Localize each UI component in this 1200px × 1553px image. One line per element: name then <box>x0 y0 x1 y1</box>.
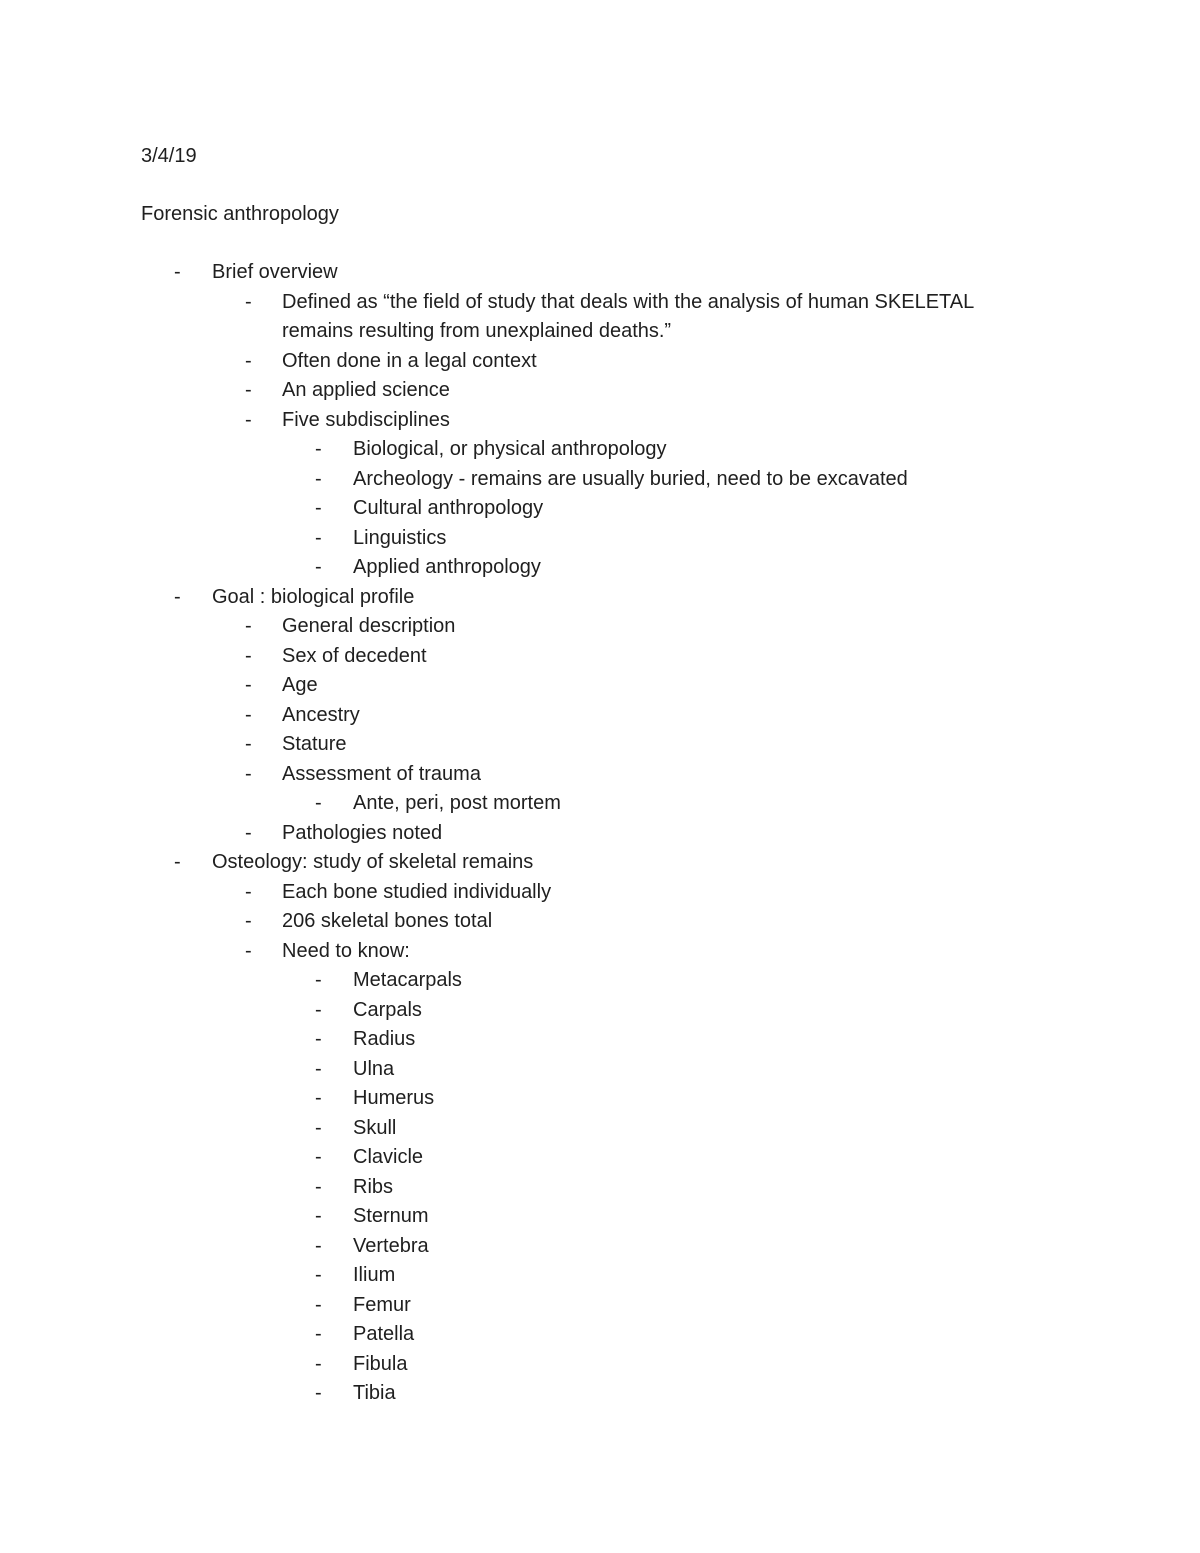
bullet-dash: - <box>315 1205 322 1227</box>
outline-item-level-1 <box>0 406 1200 436</box>
outline-item-text: Each bone studied individually <box>282 880 552 903</box>
bullet-dash: - <box>315 556 322 578</box>
outline-item-text: Fibula <box>353 1352 408 1375</box>
outline-item-text: Humerus <box>353 1087 435 1109</box>
outline-item-level-2 <box>0 1114 1200 1144</box>
outline-item-level-1 <box>0 671 1200 701</box>
outline-item-text: Ante, peri, post mortem <box>353 792 561 814</box>
bullet-dash: - <box>245 644 252 667</box>
outline-item-text: Five subdisciplines <box>282 408 450 431</box>
note-title: Forensic anthropology <box>141 203 339 225</box>
outline-item-text: An applied science <box>282 379 450 401</box>
outline-item-level-1 <box>0 730 1200 760</box>
bullet-dash: - <box>315 1057 322 1080</box>
bullet-dash: - <box>315 1234 322 1257</box>
outline-item-text: Sex of decedent <box>282 644 427 667</box>
outline-item-text: Tibia <box>353 1382 396 1404</box>
outline-item-text: Patella <box>353 1323 415 1345</box>
bullet-dash: - <box>315 467 322 490</box>
bullet-dash: - <box>315 1323 322 1345</box>
outline-item-text: Radius <box>353 1028 416 1050</box>
outline-item-level-1 <box>0 701 1200 731</box>
outline-item-level-1 <box>0 760 1200 790</box>
outline-item-level-2 <box>0 1320 1200 1350</box>
bullet-dash: - <box>315 497 322 519</box>
outline-item-level-1 <box>0 642 1200 672</box>
bullet-dash: - <box>315 1116 322 1139</box>
outline-item-level-2 <box>0 1291 1200 1321</box>
bullet-dash: - <box>245 821 252 844</box>
bullet-dash: - <box>315 1352 322 1375</box>
outline-item-text: Osteology: study of skeletal remains <box>212 851 534 873</box>
outline-item-text: Femur <box>353 1293 411 1316</box>
outline-item-level-2 <box>0 524 1200 554</box>
bullet-dash: - <box>245 880 252 903</box>
bullet-dash: - <box>245 703 252 726</box>
outline-item-level-1 <box>0 937 1200 967</box>
outline-item-level-1 <box>0 907 1200 937</box>
bullet-dash: - <box>315 1028 322 1050</box>
bullet-dash: - <box>245 349 252 372</box>
outline-item-text: Clavicle <box>353 1146 424 1168</box>
outline-item-level-0 <box>0 258 1200 288</box>
outline-item-level-2 <box>0 1173 1200 1203</box>
bullet-dash: - <box>245 290 252 313</box>
outline-item-level-2 <box>0 1261 1200 1291</box>
outline-item-text: 206 skeletal bones total <box>282 910 493 932</box>
bullet-dash: - <box>174 585 181 608</box>
outline-item-text: Brief overview <box>212 261 338 283</box>
outline-item-text: Pathologies noted <box>282 821 443 844</box>
outline-item-level-2 <box>0 1202 1200 1232</box>
outline-item-text: Metacarpals <box>353 969 462 991</box>
outline-item-level-2 <box>0 1350 1200 1380</box>
outline-item-level-2 <box>0 1055 1200 1085</box>
outline-item-text: Often done in a legal context <box>282 349 537 372</box>
bullet-dash: - <box>245 762 252 785</box>
bullet-dash: - <box>245 939 252 962</box>
bullet-dash: - <box>315 1293 322 1316</box>
outline-item-level-2 <box>0 966 1200 996</box>
bullet-dash: - <box>315 1264 322 1286</box>
outline-item-text: General description <box>282 615 456 637</box>
bullet-dash: - <box>315 1382 322 1404</box>
bullet-dash: - <box>315 792 322 814</box>
bullet-dash: - <box>315 969 322 991</box>
outline-item-level-2 <box>0 1379 1200 1409</box>
outline-item-level-1 <box>0 376 1200 406</box>
outline-item-level-2 <box>0 1084 1200 1114</box>
bullet-outline <box>0 258 1200 1409</box>
outline-item-text: Ulna <box>353 1057 395 1080</box>
outline-item-level-2 <box>0 465 1200 495</box>
outline-item-text: Archeology - remains are usually buried, need to be excavated <box>353 467 908 490</box>
outline-item-text: Ancestry <box>282 703 360 726</box>
bullet-dash: - <box>315 998 322 1021</box>
bullet-dash: - <box>315 1146 322 1168</box>
bullet-dash: - <box>245 674 252 696</box>
note-date: 3/4/19 <box>141 145 197 167</box>
outline-item-level-1 <box>0 612 1200 642</box>
outline-item-level-1 <box>0 819 1200 849</box>
outline-item-level-2 <box>0 789 1200 819</box>
outline-item-text: Stature <box>282 733 347 755</box>
outline-item-text: Skull <box>353 1116 397 1139</box>
outline-item-text: Defined as “the field of study that deals with the analysis of human SKELETAL remains resulting from unexplained deaths.” <box>282 290 974 342</box>
outline-item-text: Applied anthropology <box>353 556 541 578</box>
bullet-dash: - <box>174 261 181 283</box>
outline-item-level-2 <box>0 1232 1200 1262</box>
bullet-dash: - <box>245 615 252 637</box>
outline-item-text: Carpals <box>353 998 422 1021</box>
bullet-dash: - <box>245 910 252 932</box>
bullet-dash: - <box>245 408 252 431</box>
bullet-dash: - <box>245 379 252 401</box>
outline-item-text: Cultural anthropology <box>353 497 544 519</box>
outline-item-level-1 <box>0 878 1200 908</box>
bullet-dash: - <box>315 526 322 549</box>
bullet-dash: - <box>315 1175 322 1198</box>
bullet-dash: - <box>174 851 181 873</box>
outline-item-level-2 <box>0 494 1200 524</box>
outline-item-level-2 <box>0 1025 1200 1055</box>
outline-item-level-0 <box>0 848 1200 878</box>
bullet-dash: - <box>315 438 322 460</box>
outline-item-text: Assessment of trauma <box>282 762 481 785</box>
outline-item-text: Ribs <box>353 1175 394 1198</box>
outline-item-text: Linguistics <box>353 526 447 549</box>
outline-item-text: Need to know: <box>282 939 410 962</box>
outline-item-text: Vertebra <box>353 1234 429 1257</box>
outline-item-level-2 <box>0 1143 1200 1173</box>
outline-item-level-2 <box>0 996 1200 1026</box>
outline-item-text: Age <box>282 674 318 696</box>
outline-item-level-2 <box>0 435 1200 465</box>
outline-item-text: Goal : biological profile <box>212 585 415 608</box>
outline-item-level-0 <box>0 583 1200 613</box>
outline-item-text: Biological, or physical anthropology <box>353 438 667 460</box>
outline-item-level-2 <box>0 553 1200 583</box>
outline-item-level-1 <box>0 288 1200 347</box>
outline-item-level-1 <box>0 347 1200 377</box>
outline-item-text: Sternum <box>353 1205 429 1227</box>
bullet-dash: - <box>315 1087 322 1109</box>
outline-item-text: Ilium <box>353 1264 396 1286</box>
bullet-dash: - <box>245 733 252 755</box>
